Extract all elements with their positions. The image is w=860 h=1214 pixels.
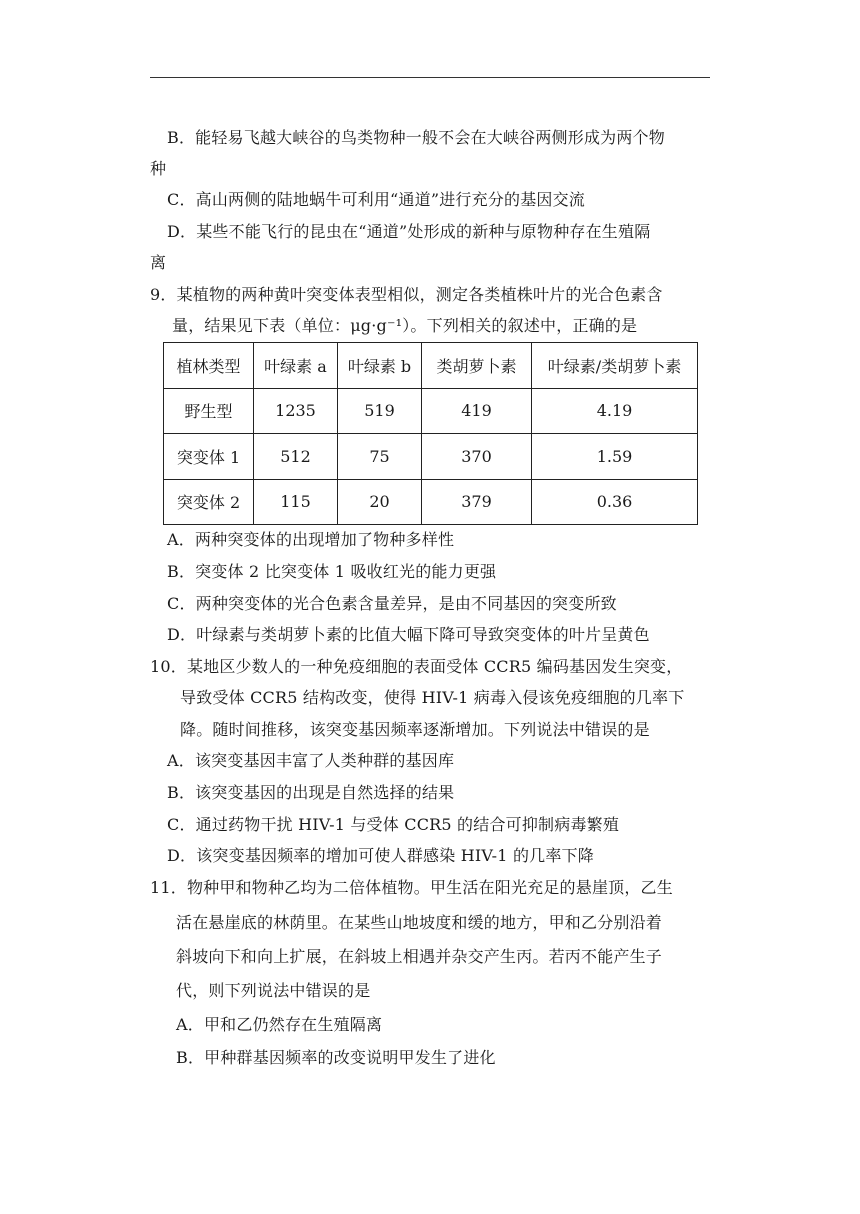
- q9-option-a: A．两种突变体的出现增加了物种多样性: [167, 530, 455, 549]
- q8-option-c: C．高山两侧的陆地蜗牛可利用“通道”进行充分的基因交流: [167, 190, 586, 209]
- table-header-cell: 叶绿素 b: [338, 343, 422, 389]
- table-row: [164, 388, 698, 434]
- q11-stem-line3: 斜坡向下和向上扩展，在斜坡上相遇并杂交产生丙。若丙不能产生子: [176, 947, 663, 966]
- table-row: [164, 479, 698, 525]
- table-header-cell: 植林类型: [164, 343, 254, 389]
- table-header-cell: 叶绿素/类胡萝卜素: [532, 343, 698, 389]
- q8-option-d-line1: D．某些不能飞行的昆虫在“通道”处形成的新种与原物种存在生殖隔: [167, 222, 651, 241]
- q10-option-c: C．通过药物干扰 HIV-1 与受体 CCR5 的结合可抑制病毒繁殖: [167, 815, 620, 834]
- q10-option-d: D．该突变基因频率的增加可使人群感染 HIV-1 的几率下降: [167, 846, 594, 865]
- table-header-row: [164, 343, 698, 389]
- q9-option-d: D．叶绿素与类胡萝卜素的比值大幅下降可导致突变体的叶片呈黄色: [167, 625, 650, 644]
- q8-option-d-line2: 离: [150, 253, 167, 272]
- table-cell: 突变体 2: [164, 479, 254, 525]
- table-cell: 0.36: [532, 479, 698, 525]
- q10-option-a: A．该突变基因丰富了人类种群的基因库: [167, 751, 455, 770]
- table-cell: 野生型: [164, 388, 254, 434]
- table-cell: 115: [254, 479, 338, 525]
- q8-option-b-line1: B．能轻易飞越大峡谷的鸟类物种一般不会在大峡谷两侧形成为两个物: [167, 128, 665, 147]
- table-cell: 75: [338, 434, 422, 480]
- table-row: [164, 434, 698, 480]
- table-cell: 512: [254, 434, 338, 480]
- table-cell: 4.19: [532, 388, 698, 434]
- q9-stem-line2: 量，结果见下表（单位：μg·g⁻¹）。下列相关的叙述中，正确的是: [172, 316, 638, 335]
- q11-option-a: A．甲和乙仍然存在生殖隔离: [176, 1015, 383, 1034]
- table-cell: 1.59: [532, 434, 698, 480]
- q11-stem-line2: 活在悬崖底的林荫里。在某些山地坡度和缓的地方，甲和乙分别沿着: [176, 913, 663, 932]
- table-cell: 519: [338, 388, 422, 434]
- q10-stem-line3: 降。随时间推移，该突变基因频率逐渐增加。下列说法中错误的是: [180, 720, 650, 739]
- q8-option-b-line2: 种: [150, 159, 167, 178]
- table-header-cell: 类胡萝卜素: [422, 343, 532, 389]
- table-cell: 419: [422, 388, 532, 434]
- q9-option-b: B．突变体 2 比突变体 1 吸收红光的能力更强: [167, 562, 497, 581]
- q10-stem-line1: 10．某地区少数人的一种免疫细胞的表面受体 CCR5 编码基因发生突变，: [150, 657, 683, 676]
- table-cell: 突变体 1: [164, 434, 254, 480]
- q11-stem-line1: 11．物种甲和物种乙均为二倍体植物。甲生活在阳光充足的悬崖顶，乙生: [150, 878, 673, 897]
- q11-stem-line4: 代，则下列说法中错误的是: [176, 981, 371, 1000]
- header-rule: [150, 77, 710, 78]
- table-header-cell: 叶绿素 a: [254, 343, 338, 389]
- pigment-table: [163, 342, 698, 525]
- q9-stem-line1: 9．某植物的两种黄叶突变体表型相似，测定各类植株叶片的光合色素含: [150, 285, 663, 304]
- q11-option-b: B．甲种群基因频率的改变说明甲发生了进化: [176, 1048, 496, 1067]
- table-cell: 1235: [254, 388, 338, 434]
- q10-stem-line2: 导致受体 CCR5 结构改变，使得 HIV-1 病毒入侵该免疫细胞的几率下: [180, 688, 685, 707]
- table-cell: 379: [422, 479, 532, 525]
- q9-option-c: C．两种突变体的光合色素含量差异，是由不同基因的突变所致: [167, 594, 617, 613]
- table-cell: 370: [422, 434, 532, 480]
- q10-option-b: B．该突变基因的出现是自然选择的结果: [167, 783, 455, 802]
- table-cell: 20: [338, 479, 422, 525]
